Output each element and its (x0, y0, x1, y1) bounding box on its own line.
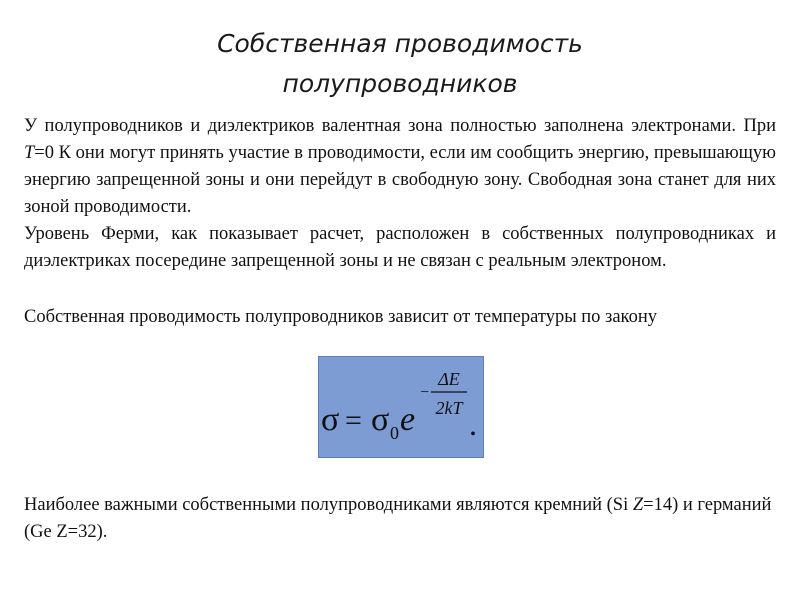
formula-sigma: σ (321, 401, 340, 438)
formula-exp-base: e (400, 401, 416, 438)
p1-var-t: T (24, 143, 35, 163)
title-line-1: Собственная проводимость (217, 29, 583, 58)
formula-box (318, 356, 484, 458)
formula-period: . (469, 406, 477, 442)
conductivity-formula (319, 357, 483, 457)
p1-text-end: =0 К они могут принять участие в проводимости, если им сообщить энергию, превышающую энергию запрещенной зоны и они перейдут в свободную зону. Свободная зона станет для них зоной проводимости. (24, 143, 776, 217)
formula-equals: = (345, 404, 362, 437)
p4-var-z: Z (632, 495, 644, 515)
formula-denominator: 2kT (435, 398, 463, 418)
paragraph-valence-band (24, 113, 776, 221)
p2-text: Уровень Ферми, как показывает расчет, расположен в собственных полупроводниках и диэлектриках посередине запрещенной зоны и не связан с реальным электроном. (24, 224, 776, 271)
paragraph-fermi-level (24, 221, 776, 275)
paragraph-semiconductors (24, 492, 776, 546)
p4-text-start: Наиболее важными собственными полупроводниками являются кремний (Si (24, 495, 633, 515)
formula-numerator: ΔE (438, 369, 460, 389)
paragraph-temperature-law (24, 304, 776, 331)
title-line-2: полупроводников (282, 69, 518, 98)
formula-minus: − (420, 384, 430, 401)
p3-text: Собственная проводимость полупроводников зависит от температуры по закону (24, 307, 658, 327)
formula-sigma-zero: σ (371, 401, 390, 438)
formula-subscript-zero: 0 (390, 423, 399, 443)
p4-text-end: =14) и германий (Ge Z=32). (24, 495, 772, 542)
slide-title (0, 24, 800, 104)
p1-text-start: У полупроводников и диэлектриков валентная зона полностью заполнена электронами. При (24, 116, 776, 136)
